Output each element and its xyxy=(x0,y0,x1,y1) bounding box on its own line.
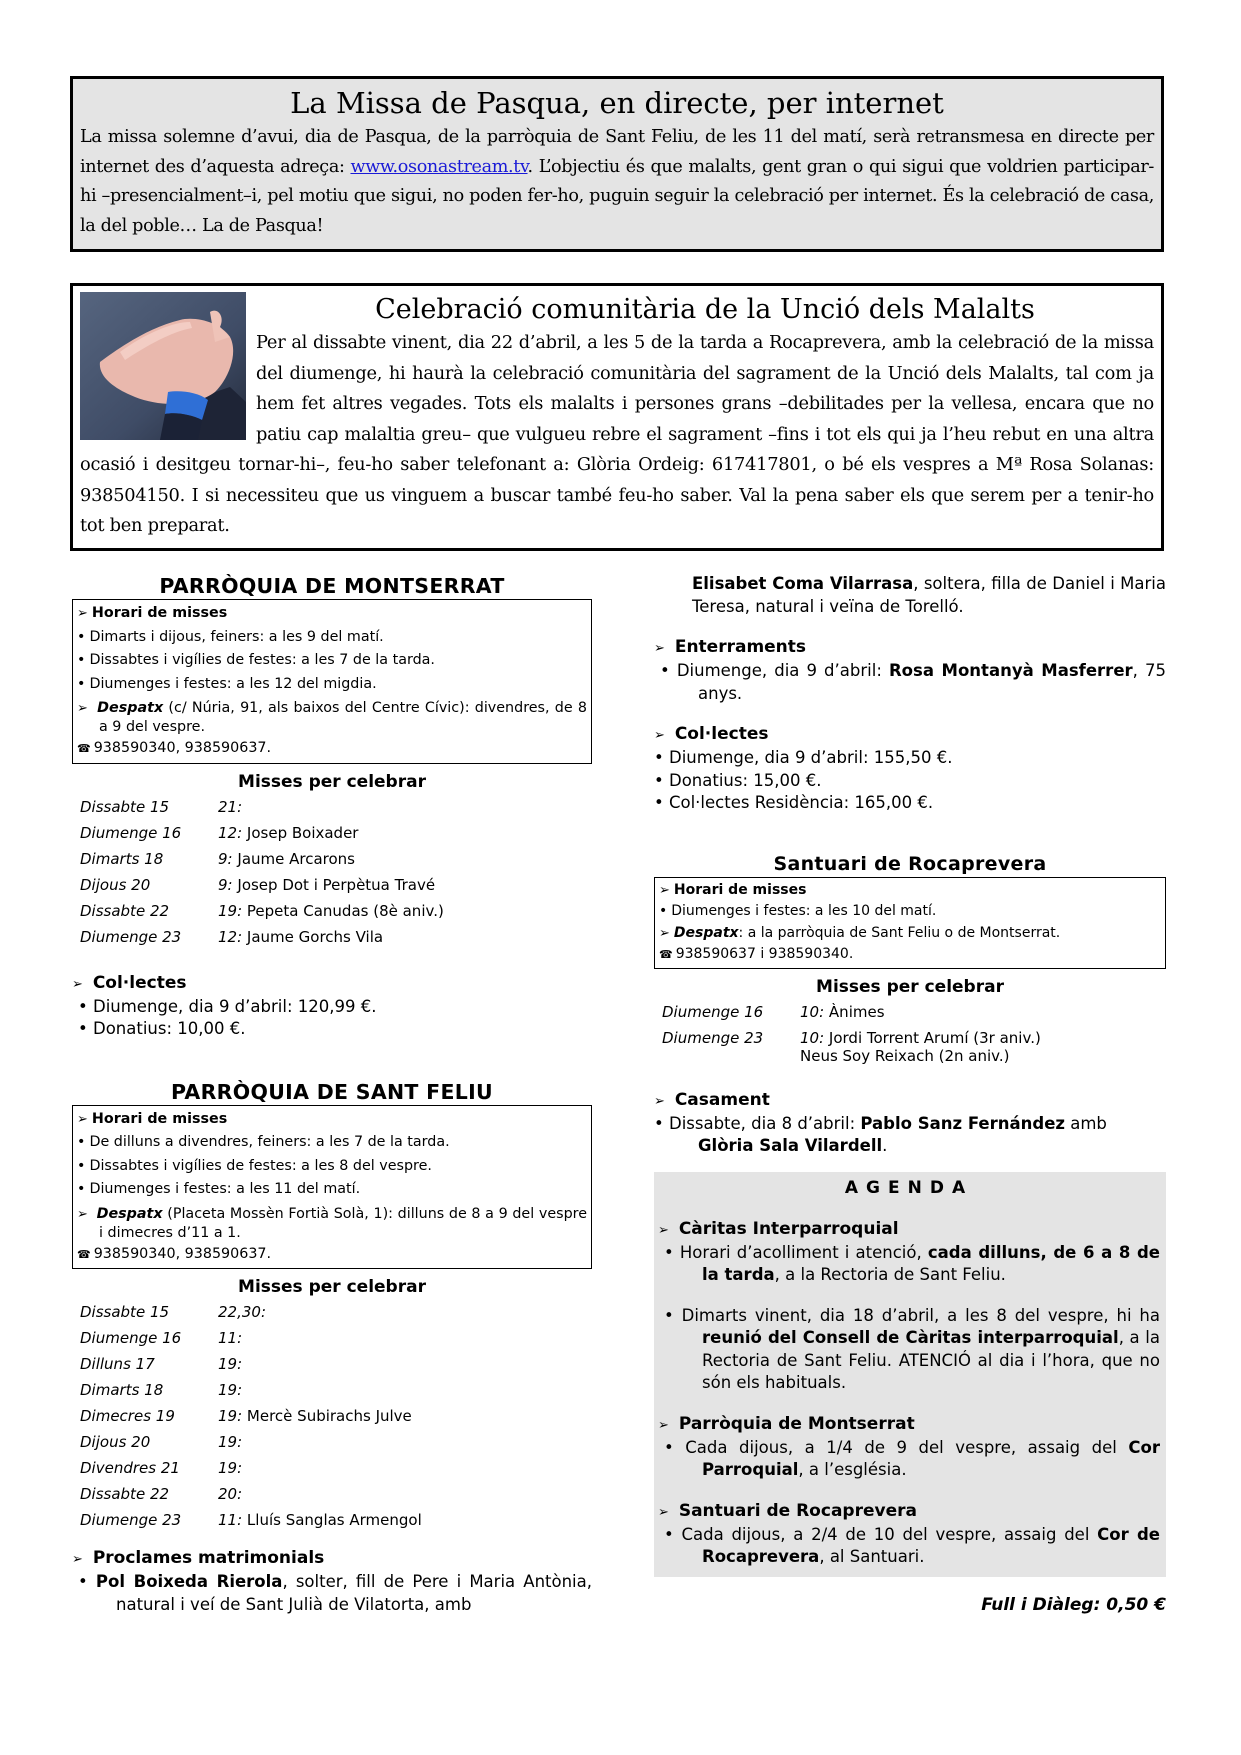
mass-row xyxy=(80,820,444,846)
bullet-icon: • xyxy=(664,1437,674,1457)
mass-row xyxy=(80,794,444,820)
rocaprevera-masses-title: Misses per celebrar xyxy=(816,976,1004,997)
mass-time: 19: xyxy=(218,1355,243,1373)
arrow-icon: ➢ xyxy=(654,728,665,743)
arrow-icon: ➢ xyxy=(72,1552,83,1567)
enterraments-label: Enterraments xyxy=(674,637,807,657)
mass-info xyxy=(218,872,444,898)
mass-time: 12: xyxy=(218,823,243,842)
caritas-text: , a la Rectoria de Sant Feliu. ATENCIÓ al dia i l’hora, que no són els habituals. xyxy=(702,1328,1160,1392)
rocaprevera-masses-table xyxy=(662,999,1041,1065)
mass-time: 11: xyxy=(218,1511,243,1529)
agenda-montserrat-item xyxy=(658,1437,1160,1482)
pasqua-body xyxy=(80,123,1154,241)
proclama-text-2: , soltera, filla de Daniel i Maria Teresa, natural i veïna de Torelló. xyxy=(692,574,1166,616)
arrow-icon: ➢ xyxy=(654,1093,665,1109)
mass-time: 19: xyxy=(218,1381,243,1399)
uncio-announcement xyxy=(70,283,1164,551)
mass-row xyxy=(80,872,444,898)
casament-heading xyxy=(654,1089,1166,1113)
bullet-icon: • xyxy=(654,793,664,812)
phone-numbers: 938590637 i 938590340. xyxy=(675,946,854,962)
bullet-icon: • xyxy=(78,996,88,1016)
enterrament-text: Diumenge, dia 9 d’abril: xyxy=(676,661,889,680)
mass-time: 19: xyxy=(218,901,243,920)
mass-time: 19: xyxy=(218,1407,243,1425)
mass-intention: Jaume Arcarons xyxy=(237,849,355,868)
hands-photo xyxy=(80,292,246,440)
mass-info xyxy=(218,1325,422,1351)
proclama-item xyxy=(72,1571,592,1617)
mass-row xyxy=(80,846,444,872)
collecte-text: Donatius: 10,00 €. xyxy=(92,1019,246,1038)
mass-info xyxy=(218,1351,422,1377)
collecte-item xyxy=(72,1018,592,1041)
hands-icon xyxy=(80,292,246,440)
agenda-roca-heading xyxy=(658,1500,1160,1524)
mass-day: Diumenge 23 xyxy=(662,1028,764,1047)
santfeliu-masses-table xyxy=(80,1299,422,1533)
phone-numbers: 938590340, 938590637. xyxy=(93,740,272,756)
montserrat-schedule-box xyxy=(72,599,592,764)
santfeliu-title: PARRÒQUIA DE SANT FELIU xyxy=(170,1079,494,1104)
casament-bride: Glòria Sala Vilardell xyxy=(698,1136,883,1155)
caritas-heading xyxy=(658,1218,1160,1242)
santfeliu-masses-title: Misses per celebrar xyxy=(238,1277,426,1297)
mass-day: Diumenge 23 xyxy=(80,927,182,946)
mass-info xyxy=(218,1481,422,1507)
mass-row xyxy=(80,924,444,950)
pasqua-body-text-2: . L’objectiu és que malalts, gent gran o qui sigui que voldrien participar-hi –presencialment–i, pel motiu que sigui, no poden fer-ho, puguin seguir la celebració per internet. És la celebració de casa, la del poble… La de Pasqua! xyxy=(80,156,1155,236)
horari-item: Diumenges i festes: a les 10 del matí. xyxy=(671,903,937,919)
caritas-item-1 xyxy=(658,1242,1160,1287)
bullet-icon: • xyxy=(654,1113,664,1133)
mass-time: 22,30: xyxy=(218,1303,266,1321)
bullet-icon: • xyxy=(664,1524,674,1544)
mass-day: Dissabte 15 xyxy=(80,1303,170,1321)
mass-info xyxy=(218,898,444,924)
mass-time: 12: xyxy=(218,927,243,946)
collecte-item xyxy=(72,996,592,1019)
mass-row xyxy=(80,1299,422,1325)
mass-time: 19: xyxy=(218,1433,243,1451)
mass-row xyxy=(80,1377,422,1403)
price-label: Full i Diàleg: 0,50 € xyxy=(981,1594,1166,1615)
agenda-bold: Cor Parroquial xyxy=(702,1437,1161,1479)
bullet-icon: • xyxy=(77,628,86,645)
mass-intention: Josep Boixader xyxy=(246,823,359,842)
phone-numbers: 938590340, 938590637. xyxy=(93,1245,272,1262)
mass-info xyxy=(218,1429,422,1455)
mass-day: Diumenge 23 xyxy=(80,1511,182,1529)
arrow-icon: ➢ xyxy=(77,606,88,621)
collecte-text: Diumenge, dia 9 d’abril: 120,99 €. xyxy=(92,996,377,1016)
agenda-text: Cada dijous, a 1/4 de 9 del vespre, assaig del xyxy=(685,1437,1129,1457)
arrow-icon: ➢ xyxy=(658,1417,669,1433)
pasqua-body-text: La missa solemne d’avui, dia de Pasqua, de la parròquia de Sant Feliu, de les 11 del matí, serà retransmesa en directe per internet des d’aquesta adreça: xyxy=(80,127,1154,177)
mass-row xyxy=(662,999,1041,1025)
bullet-icon: • xyxy=(77,652,86,668)
despatx-text: (c/ Núria, 91, als baixos del Centre Cívic): divendres, de 8 a 9 del vespre. xyxy=(99,700,588,735)
mass-day: Dissabte 22 xyxy=(80,901,170,920)
casament-end: . xyxy=(882,1136,888,1155)
montserrat-title: PARRÒQUIA DE MONTSERRAT xyxy=(159,574,505,598)
mass-info xyxy=(218,794,444,820)
bullet-icon: • xyxy=(77,1181,86,1197)
despatx-label: Despatx xyxy=(96,1205,163,1222)
mass-time: 10: xyxy=(800,1002,825,1021)
horari-label: Horari de misses xyxy=(91,605,228,621)
arrow-icon: ➢ xyxy=(77,701,88,716)
arrow-icon: ➢ xyxy=(659,925,670,941)
bullet-icon: • xyxy=(664,1305,674,1325)
right-column xyxy=(654,573,1166,1615)
caritas-bold: reunió del Consell de Càritas interparroquial xyxy=(702,1328,1119,1347)
pasqua-title: La Missa de Pasqua, en directe, per internet xyxy=(290,86,944,120)
mass-time: 19: xyxy=(218,1459,243,1477)
mass-day: Dilluns 17 xyxy=(80,1355,155,1373)
collectes-label: Col·lectes xyxy=(674,724,769,744)
phone-icon: ☎ xyxy=(659,948,673,961)
enterraments-heading xyxy=(654,636,1166,660)
agenda-bold: Cor de Rocaprevera xyxy=(702,1524,1160,1566)
mass-row xyxy=(80,1325,422,1351)
mass-day: Dimarts 18 xyxy=(80,849,164,868)
arrow-icon: ➢ xyxy=(658,1222,669,1238)
proclames-label: Proclames matrimonials xyxy=(92,1548,325,1568)
bullet-icon: • xyxy=(664,1242,674,1262)
bullet-icon: • xyxy=(78,1572,88,1591)
rocaprevera-schedule-box xyxy=(654,877,1166,969)
mass-row xyxy=(80,1403,422,1429)
bullet-icon: • xyxy=(659,903,668,919)
rocaprevera-title: Santuari de Rocaprevera xyxy=(773,852,1047,875)
collecte-item xyxy=(654,747,1166,770)
mass-day: Dijous 20 xyxy=(80,875,151,894)
casament-label: Casament xyxy=(674,1089,770,1110)
montserrat-collectes-heading xyxy=(72,972,592,996)
mass-row xyxy=(80,1481,422,1507)
mass-intention: Jaume Gorchs Vila xyxy=(246,927,384,946)
agenda-roca-label: Santuari de Rocaprevera xyxy=(678,1500,917,1521)
osonastream-link[interactable]: www.osonastream.tv xyxy=(350,156,528,177)
mass-row xyxy=(80,1455,422,1481)
mass-day: Diumenge 16 xyxy=(80,1329,182,1347)
caritas-text: Dimarts vinent, dia 18 d’abril, a les 8 del vespre, hi ha xyxy=(681,1305,1160,1325)
arrow-icon: ➢ xyxy=(77,1206,88,1222)
horari-item: Diumenges i festes: a les 11 del matí. xyxy=(89,1181,361,1197)
caritas-text: , a la Rectoria de Sant Feliu. xyxy=(774,1265,1006,1284)
proclama-continuation xyxy=(654,573,1166,618)
horari-label: Horari de misses xyxy=(91,1110,228,1127)
agenda-text: , al Santuari. xyxy=(819,1547,925,1566)
mass-info xyxy=(218,846,444,872)
agenda-title: AGENDA xyxy=(844,1177,974,1198)
montserrat-masses-title: Misses per celebrar xyxy=(238,771,426,792)
horari-item: De dilluns a divendres, feiners: a les 7 de la tarda. xyxy=(89,1134,450,1150)
enterrament-item xyxy=(654,660,1166,705)
mass-time: 20: xyxy=(218,1485,243,1503)
arrow-icon: ➢ xyxy=(77,1111,88,1127)
arrow-icon: ➢ xyxy=(658,1504,669,1520)
bullet-icon: • xyxy=(660,661,670,680)
mass-row xyxy=(80,1351,422,1377)
agenda-montserrat-label: Parròquia de Montserrat xyxy=(678,1413,915,1434)
mass-row xyxy=(80,898,444,924)
mass-info xyxy=(218,1455,422,1481)
agenda-box xyxy=(654,1172,1166,1577)
mass-info xyxy=(218,1403,422,1429)
mass-info xyxy=(218,1507,422,1533)
casament-text: Dissabte, dia 8 d’abril: xyxy=(668,1113,861,1133)
collecte-text: Col·lectes Residència: 165,00 €. xyxy=(668,793,934,812)
mass-time: 9: xyxy=(218,849,233,868)
montserrat-masses-table xyxy=(80,794,444,950)
casament-amb: amb xyxy=(1065,1113,1107,1133)
mass-intention-2: Neus Soy Reixach (2n aniv.) xyxy=(800,1046,1010,1065)
arrow-icon: ➢ xyxy=(659,882,670,898)
despatx-label: Despatx xyxy=(673,924,739,941)
proclama-text: , solter, fill de Pere i Maria Antònia, natural i veí de Sant Julià de Vilatorta, amb xyxy=(116,1572,592,1614)
arrow-icon: ➢ xyxy=(72,976,83,992)
mass-day: Dissabte 15 xyxy=(80,797,170,816)
mass-intention: Ànimes xyxy=(828,1002,885,1021)
mass-day: Dissabte 22 xyxy=(80,1485,170,1503)
enterrament-name: Rosa Montanyà Masferrer xyxy=(888,661,1133,680)
mass-info xyxy=(800,1025,1041,1065)
mass-intention: Jordi Torrent Arumí (3r aniv.) xyxy=(828,1028,1041,1047)
santfeliu-schedule-box xyxy=(72,1105,592,1270)
mass-row xyxy=(662,1025,1041,1065)
agenda-text: Cada dijous, a 2/4 de 10 del vespre, assaig del xyxy=(681,1524,1098,1544)
mass-day: Dimarts 18 xyxy=(80,1381,164,1399)
bullet-icon: • xyxy=(654,770,664,790)
mass-intention: Josep Dot i Perpètua Travé xyxy=(237,875,436,894)
caritas-text: Horari d’acolliment i atenció, xyxy=(679,1242,928,1262)
collecte-item xyxy=(654,770,1166,793)
agenda-text: , a l’església. xyxy=(798,1460,907,1479)
mass-info xyxy=(218,820,444,846)
despatx-text: (Placeta Mossèn Fortià Solà, 1): dilluns de 8 a 9 del vespre i dimecres d’11 a 1. xyxy=(99,1205,588,1241)
mass-day: Divendres 21 xyxy=(80,1459,180,1477)
horari-item: Dimarts i dijous, feiners: a les 9 del matí. xyxy=(89,628,384,645)
mass-info xyxy=(218,924,444,950)
mass-time: 21: xyxy=(218,797,243,816)
collecte-item xyxy=(654,792,1166,815)
mass-info xyxy=(218,1299,422,1325)
caritas-item-2 xyxy=(658,1305,1160,1395)
bullet-icon: • xyxy=(654,748,664,767)
mass-info xyxy=(218,1377,422,1403)
mass-row xyxy=(80,1429,422,1455)
mass-day: Diumenge 16 xyxy=(80,823,182,842)
mass-info xyxy=(800,999,1041,1025)
mass-intention: Mercè Subirachs Julve xyxy=(246,1407,412,1425)
collecte-text: Diumenge, dia 9 d’abril: 155,50 €. xyxy=(668,748,953,767)
horari-label: Horari de misses xyxy=(673,881,807,898)
collectes-label: Col·lectes xyxy=(92,972,187,993)
bullet-icon: • xyxy=(78,1019,88,1038)
proclames-heading xyxy=(72,1547,592,1571)
uncio-body: Per al dissabte vinent, dia 22 d’abril, a les 5 de la tarda a Rocaprevera, amb la celebració de la missa del diumenge, hi haurà la celebració comunitària del sagrament de la Unció dels Malalts, tal com ja hem fet altres vegades. Tots els malalts i persones grans –debilitades per la vellesa, encara que no patiu cap malaltia greu– que vulgueu rebre el sagrament –fins i tot els qui ja l’heu rebut en una altra ocasió i desitgeu tornar-hi–, feu-ho saber telefonant a: Glòria Ordeig: 617417801, o bé els vespres a Mª Rosa Solanas: 938504150. I si necessiteu que us vinguem a buscar també feu-ho saber. Val la pena saber els que serem per a tenir-ho tot ben preparat. xyxy=(80,332,1154,536)
agenda-roca-item xyxy=(658,1524,1160,1569)
horari-item: Dissabtes i vigílies de festes: a les 8 del vespre. xyxy=(89,1157,432,1174)
mass-row xyxy=(80,1507,422,1533)
horari-item: Dissabtes i vigílies de festes: a les 7 de la tarda. xyxy=(89,652,435,668)
mass-intention: Lluís Sanglas Armengol xyxy=(246,1511,422,1529)
mass-intention: Pepeta Canudas (8è aniv.) xyxy=(246,901,444,920)
bullet-icon: • xyxy=(77,1134,86,1150)
horari-item: Diumenges i festes: a les 12 del migdia. xyxy=(89,675,377,692)
agenda-montserrat-heading xyxy=(658,1413,1160,1437)
left-column xyxy=(72,573,592,1617)
proclama-groom: Pol Boixeda Rierola xyxy=(95,1572,283,1591)
casament-groom: Pablo Sanz Fernández xyxy=(860,1113,1065,1133)
collecte-text: Donatius: 15,00 €. xyxy=(668,770,822,790)
bullet-icon: • xyxy=(77,1157,86,1174)
uncio-title: Celebració comunitària de la Unció dels Malalts xyxy=(375,294,1035,325)
santfeliu-collectes-heading xyxy=(654,723,1166,747)
mass-time: 10: xyxy=(800,1028,825,1047)
mass-time: 11: xyxy=(218,1329,243,1347)
despatx-text: : a la parròquia de Sant Feliu o de Montserrat. xyxy=(738,924,1061,941)
caritas-bold: cada dilluns, de 6 a 8 de la tarda xyxy=(702,1242,1160,1284)
mass-day: Dijous 20 xyxy=(80,1433,151,1451)
proclama-bride: Elisabet Coma Vilarrasa xyxy=(692,574,914,593)
phone-icon: ☎ xyxy=(77,1247,91,1261)
caritas-label: Càritas Interparroquial xyxy=(678,1218,899,1239)
casament-item xyxy=(654,1113,1166,1158)
mass-time: 9: xyxy=(218,875,233,894)
mass-day: Dimecres 19 xyxy=(80,1407,175,1425)
phone-icon: ☎ xyxy=(77,742,91,755)
pasqua-announcement xyxy=(70,76,1164,252)
enterrament-age: , 75 anys. xyxy=(698,661,1166,703)
bullet-icon: • xyxy=(77,675,86,692)
mass-day: Diumenge 16 xyxy=(662,1002,764,1021)
despatx-label: Despatx xyxy=(97,700,164,716)
arrow-icon: ➢ xyxy=(654,641,665,656)
